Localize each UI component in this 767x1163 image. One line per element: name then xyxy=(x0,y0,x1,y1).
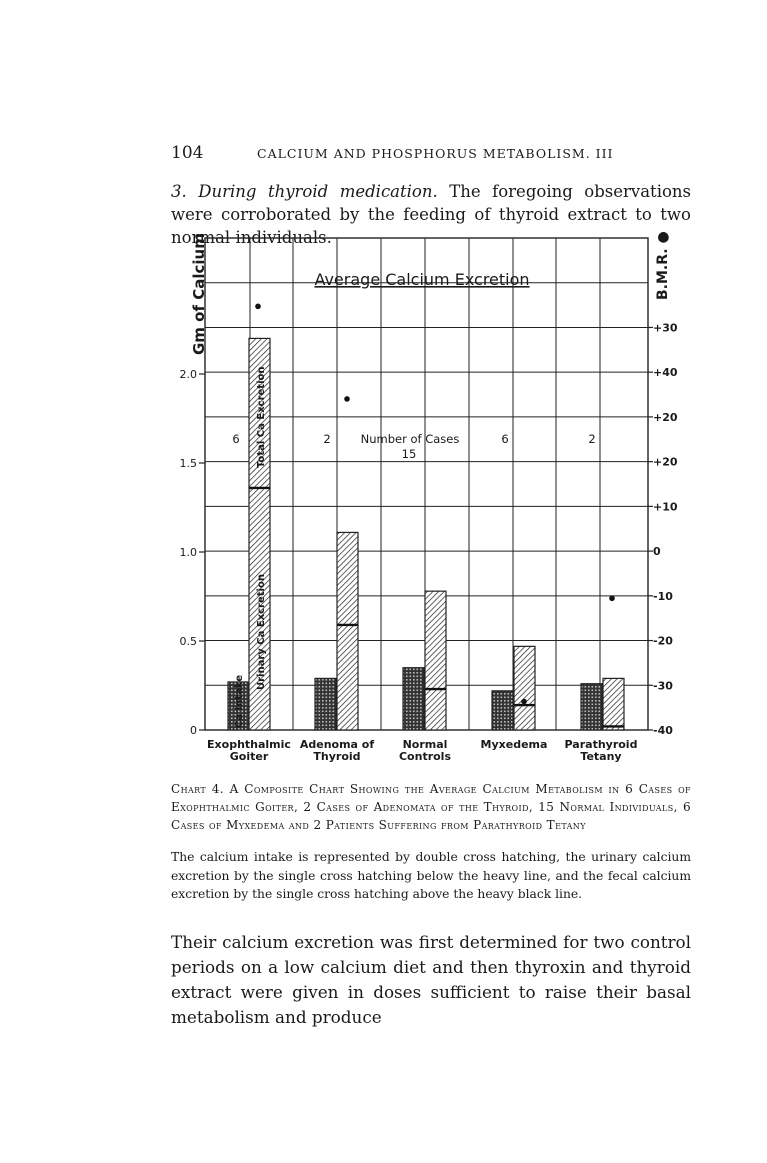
category-label: Parathyroid xyxy=(564,738,638,751)
y-tick-label: 0 xyxy=(190,724,197,737)
bmr-marker xyxy=(344,396,350,402)
intro-text: The foregoing observations were corroborated by the feeding of thyroid extract to two normal individuals. xyxy=(171,182,691,247)
intake-bar xyxy=(315,678,336,730)
chart-title: Average Calcium Excretion xyxy=(314,270,530,289)
y2-tick-label: -20 xyxy=(653,634,673,648)
urinary-bar-label: Urinary Ca Excretion xyxy=(256,574,267,690)
y-tick-label: 1.0 xyxy=(179,546,197,559)
y2-tick-label: -40 xyxy=(653,724,673,737)
category-label: Controls xyxy=(398,750,452,763)
y2-tick-label: +30 xyxy=(653,321,678,335)
category-label: Thyroid xyxy=(313,750,361,763)
intake-bar-label: Ca Intake xyxy=(234,674,245,728)
y2-tick-label: +10 xyxy=(653,500,678,514)
y2-tick-label: +40 xyxy=(653,366,678,380)
case-count: 6 xyxy=(501,432,509,446)
chart-caption: Chart 4. A Composite Chart Showing the Average Calcium Metabolism in 6 Cases of Exophthalmic Goiter, 2 Cases of Adenomata of the Thyroid, 15 Normal Individuals, 6 Cases of Myxedema and 2 Patients Suffering from Parathyroid Tetany xyxy=(171,782,691,832)
category-label: Goiter xyxy=(229,750,269,763)
bmr-marker xyxy=(609,595,615,601)
category-label: Normal xyxy=(402,738,448,751)
bmr-marker xyxy=(255,304,261,310)
category-label: Myxedema xyxy=(480,738,548,751)
case-count: 6 xyxy=(232,432,240,446)
case-count: 2 xyxy=(588,432,596,446)
y-tick-label: 0.5 xyxy=(179,635,197,648)
y2-tick-label: -10 xyxy=(653,589,673,603)
y-tick-label: 1.5 xyxy=(179,457,197,470)
bmr-marker xyxy=(521,699,527,705)
total-excretion-bar xyxy=(603,678,624,730)
y-tick-label: 2.0 xyxy=(179,368,197,381)
body-paragraph: Their calcium excretion was first determined for two control periods on a low calcium diet and then thyroxin and thyroid extract were given in doses sufficient to raise their basal metabolism and produce xyxy=(171,932,691,1027)
category-label: Tetany xyxy=(580,750,622,763)
y2-tick-label: +20 xyxy=(653,455,678,469)
y-axis-label: Gm of Calcium xyxy=(190,233,208,355)
intake-bar xyxy=(581,684,602,730)
total-excretion-bar xyxy=(337,532,358,730)
chart-note: The calcium intake is represented by double cross hatching, the urinary calcium excretion by the single cross hatching below the heavy line, and the fecal calcium excretion by the single cross hatching above the heavy black line. xyxy=(171,850,691,901)
intake-bar xyxy=(492,691,513,730)
case-count: 15 xyxy=(401,447,417,461)
intake-bar xyxy=(403,668,424,730)
chart-bars xyxy=(228,304,624,730)
total-excretion-bar xyxy=(425,591,446,730)
y2-tick-label: -30 xyxy=(653,679,673,693)
cases-label: Number of Cases xyxy=(360,432,460,446)
section-subheading: 3. During thyroid medication. xyxy=(171,182,438,201)
page-number: 104 xyxy=(171,143,204,163)
case-count: 2 xyxy=(323,432,331,446)
running-title: CALCIUM AND PHOSPHORUS METABOLISM. III xyxy=(257,146,614,161)
total-excretion-bar xyxy=(514,646,535,730)
y2-axis-label: B.M.R. ● xyxy=(655,231,671,300)
y2-tick-label: 0 xyxy=(653,545,661,559)
y2-tick-label: +20 xyxy=(653,410,678,424)
category-label: Adenoma of xyxy=(299,738,375,751)
total-bar-label: Total Ca Excretion xyxy=(256,366,267,468)
category-label: Exophthalmic xyxy=(207,738,291,751)
